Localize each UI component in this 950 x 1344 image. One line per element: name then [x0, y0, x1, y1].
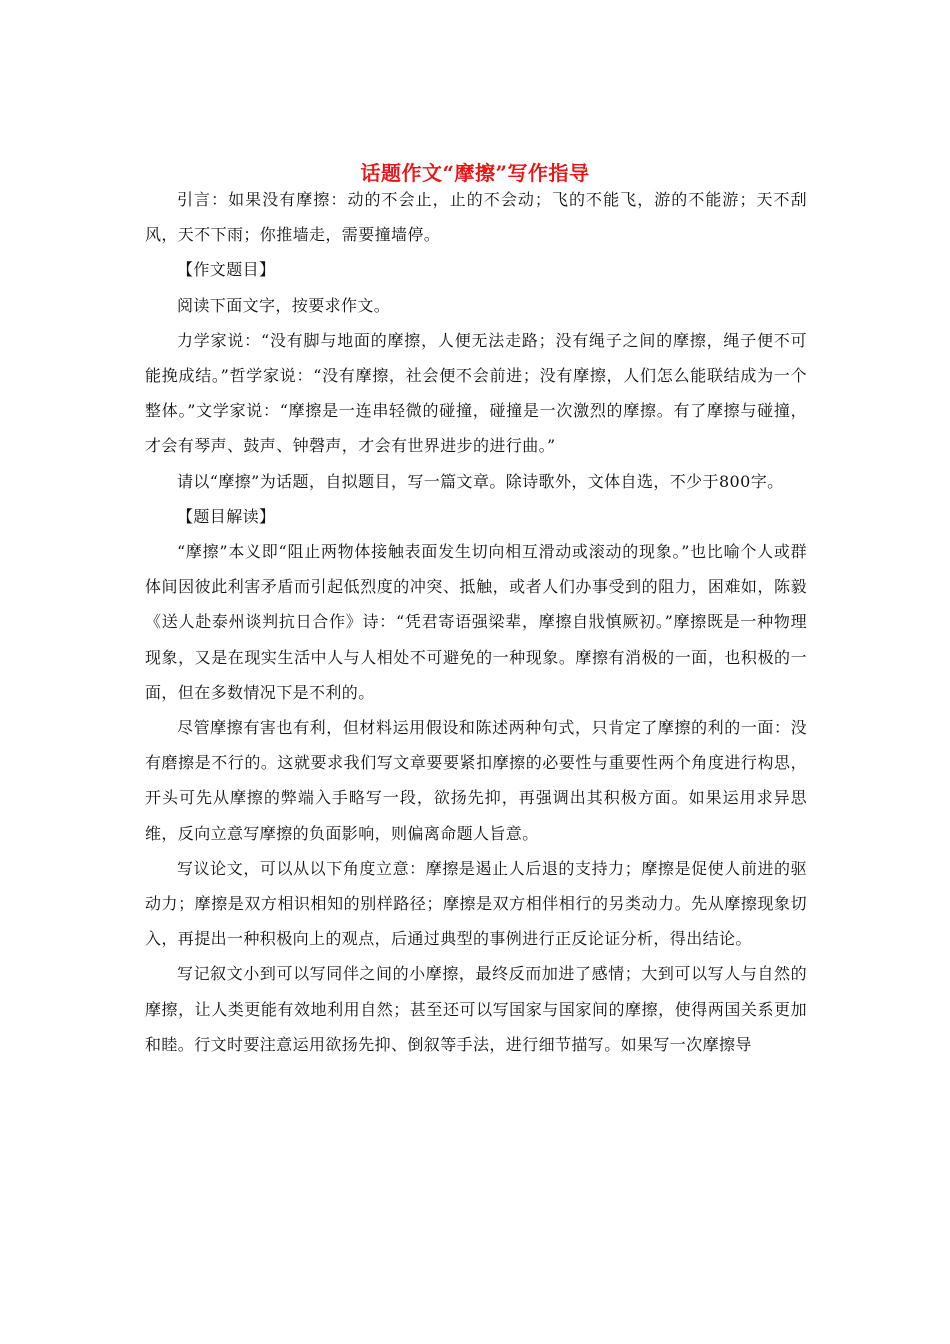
- paragraph-material-analysis: 尽管摩擦有害也有利，但材料运用假设和陈述两种句式，只肯定了摩擦的利的一面：没有磨擦是不行的。这就要求我们写文章要要紧扣摩擦的必要性与重要性两个角度进行构思，开头可先从摩擦的弊端入手略写一段，欲扬先抑，再强调出其积极方面。如果运用求异思维，反向立意写摩擦的负面影响，则偏离命题人旨意。: [145, 718, 807, 843]
- paragraph-argumentative-angles: 写议论文，可以从以下角度立意：摩擦是遏止人后退的支持力；摩擦是促使人前进的驱动力；摩擦是双方相识相知的别样路径；摩擦是双方相伴相行的另类动力。先从摩擦现象切入，再提出一种积极向上的观点，后通过典型的事例进行正反论证分析，得出结论。: [145, 858, 807, 949]
- document-body: [145, 182, 807, 1062]
- paragraph-requirement: 请以“摩擦”为话题，自拟题目，写一篇文章。除诗歌外，文体自选，不少于800字。: [177, 471, 784, 491]
- paragraph-instruction: 阅读下面文字，按要求作文。: [177, 295, 391, 315]
- paragraph-narrative-angles: 写记叙文小到可以写同伴之间的小摩擦，最终反而加进了感情；大到可以写人与自然的摩擦，让人类更能有效地利用自然；甚至还可以写国家与国家间的摩擦，使得两国关系更加和睦。行文时要注意运用欲扬先抑、倒叙等手法，进行细节描写。如果写一次摩擦导: [145, 964, 807, 1054]
- paragraph-definition: “摩擦”本义即“阻止两物体接触表面发生切向相互滑动或滚动的现象。”也比喻个人或群体间因彼此利害矛盾而引起低烈度的冲突、抵触，或者人们办事受到的阻力，困难如，陈毅《送人赴泰州谈判抗日合作》诗：“凭君寄语强梁辈，摩擦自戕慎厥初。”摩擦既是一种物理现象，又是在现实生活中人与人相处不可避免的一种现象。摩擦有消极的一面，也积极的一面，但在多数情况下是不利的。: [145, 542, 807, 702]
- document-title: 话题作文“摩擦”写作指导: [360, 161, 590, 185]
- section-heading-essay-topic: 【作文题目】: [177, 260, 276, 280]
- paragraph-quotes: 力学家说：“没有脚与地面的摩擦，人便无法走路；没有绳子之间的摩擦，绳子便不可能挽成结。”哲学家说：“没有摩擦，社会便不会前进；没有摩擦，人们怎么能联结成为一个整体。”文学家说：“摩擦是一连串轻微的碰撞，碰撞是一次激烈的摩擦。有了摩擦与碰撞，才会有琴声、鼓声、钟磬声，才会有世界进步的进行曲。”: [145, 330, 807, 456]
- paragraph-intro: 引言：如果没有摩擦：动的不会止，止的不会动；飞的不能飞，游的不能游；天不刮风，天不下雨；你推墙走，需要撞墙停。: [145, 190, 807, 245]
- section-heading-topic-analysis: 【题目解读】: [177, 506, 276, 526]
